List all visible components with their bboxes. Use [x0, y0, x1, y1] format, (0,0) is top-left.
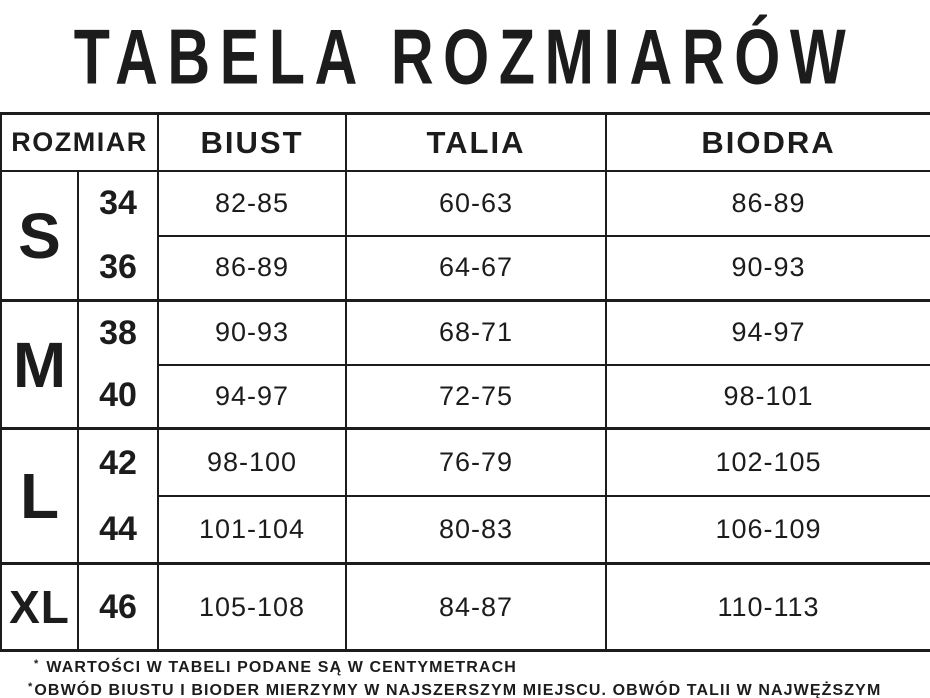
- size-number-column: [79, 430, 159, 562]
- waist-value: 76-79: [347, 430, 607, 495]
- column-header-biodra: BIODRA: [701, 124, 836, 160]
- size-letter: M: [2, 302, 79, 427]
- bust-value: 86-89: [159, 237, 347, 300]
- waist-value: 80-83: [347, 497, 607, 562]
- measurement-rows: [159, 302, 930, 427]
- size-number: 36: [99, 247, 137, 286]
- size-letter: XL: [2, 565, 79, 649]
- size-number-column: [79, 172, 159, 299]
- waist-value: 60-63: [347, 172, 607, 235]
- size-letter: L: [2, 430, 79, 562]
- table-row: [159, 235, 930, 300]
- bust-value: 82-85: [159, 172, 347, 235]
- bust-value: 94-97: [159, 366, 347, 428]
- column-header-talia: TALIA: [347, 115, 607, 170]
- measurement-rows: [159, 565, 930, 649]
- column-header-biust: BIUST: [159, 115, 347, 170]
- waist-value: 84-87: [347, 565, 607, 649]
- bust-value: 98-100: [159, 430, 347, 495]
- title-area: [0, 0, 930, 112]
- size-group-xl: [2, 565, 930, 649]
- asterisk-marker: *: [28, 681, 34, 693]
- bust-value: 101-104: [159, 497, 347, 562]
- size-number: 40: [99, 376, 137, 415]
- hips-value: 102-105: [715, 447, 822, 477]
- hips-value: 110-113: [717, 591, 820, 622]
- measurement-rows: [159, 172, 930, 299]
- bust-value: 90-93: [159, 302, 347, 364]
- hips-value: 86-89: [731, 187, 806, 218]
- waist-value: 72-75: [347, 366, 607, 428]
- size-group-s: [2, 172, 930, 302]
- footnote-text: WARTOŚCI W TABELI PODANE SĄ W CENTYMETRACH: [46, 659, 517, 676]
- waist-value: 64-67: [347, 237, 607, 300]
- table-row: [159, 172, 930, 235]
- footnote-units: [28, 657, 930, 680]
- footnote-measuring: [28, 680, 930, 698]
- hips-value: 98-101: [723, 380, 814, 411]
- size-letter: S: [2, 172, 79, 299]
- footnotes: [0, 652, 930, 698]
- size-group-m: [2, 302, 930, 430]
- bust-value: 105-108: [159, 565, 347, 649]
- hips-value: 90-93: [731, 252, 806, 283]
- size-number: 44: [99, 509, 137, 548]
- asterisk-marker: *: [34, 658, 40, 670]
- table-row: [159, 430, 930, 495]
- size-number: 34: [99, 184, 137, 223]
- size-number: 46: [99, 587, 137, 626]
- hips-value: 106-109: [715, 514, 822, 544]
- table-row: [159, 364, 930, 428]
- table-row: [159, 495, 930, 562]
- size-number: 42: [99, 443, 137, 482]
- size-number-column: [79, 302, 159, 427]
- size-group-l: [2, 430, 930, 565]
- size-number-column: [79, 565, 159, 649]
- footnote-text: OBWÓD BIUSTU I BIODER MIERZYMY W NAJSZERSZYM MIEJSCU. OBWÓD TALII W NAJWĘŻSZYM: [34, 682, 882, 698]
- waist-value: 68-71: [347, 302, 607, 364]
- page-title: TABELA ROZMIARÓW: [74, 12, 856, 100]
- size-number: 38: [99, 313, 137, 352]
- table-row: [159, 565, 930, 649]
- hips-value: 94-97: [731, 317, 806, 348]
- size-table: [0, 112, 930, 652]
- table-row: [159, 302, 930, 364]
- table-header-row: [2, 115, 930, 172]
- column-header-rozmiar: ROZMIAR: [2, 115, 159, 170]
- measurement-rows: [159, 430, 930, 562]
